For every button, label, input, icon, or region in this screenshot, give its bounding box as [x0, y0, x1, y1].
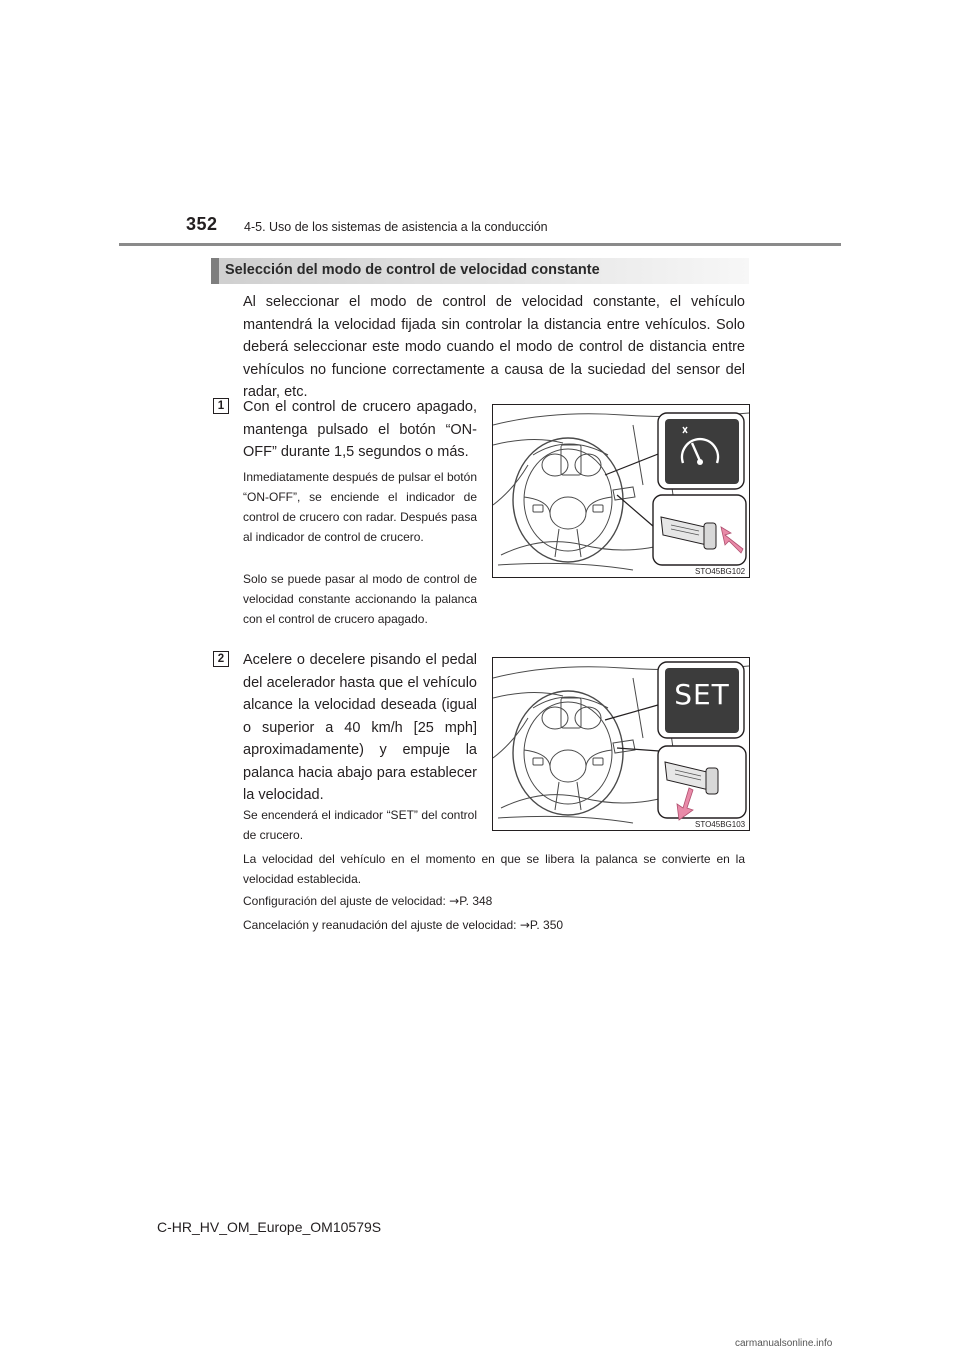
header-rule [119, 243, 841, 246]
step-2-note-1: Se encenderá el indicador “SET” del control de crucero. [243, 808, 477, 842]
figure-code-1: STO45BG102 [695, 567, 746, 576]
arrow-icon: → [449, 894, 460, 908]
step-2-text: Acelere o decelere pisando el pedal del acelerador hasta que el vehículo alcance la velocidad deseada (igual o superior a 40 km/h [25 mph] aproximadamente) y empuje la palanca hacia abajo para establecer la velocidad. [243, 652, 477, 803]
speed-set-note: La velocidad del vehículo en el momento en que se libera la palanca se convierte en la velocidad establecida. [243, 852, 745, 886]
reference-cancel-resume [243, 915, 745, 935]
page-number: 352 [186, 214, 218, 234]
figure-steering-set [492, 657, 750, 831]
step-1-text: Con el control de crucero apagado, mantenga pulsado el botón “ON-OFF” durante 1,5 segundos o más. [243, 399, 477, 460]
reference-page-link[interactable]: P. 348 [459, 894, 493, 908]
watermark: carmanualsonline.info [735, 1338, 833, 1349]
step-1-note-2: Solo se puede pasar al modo de control de velocidad constante accionando la palanca con el control de crucero apagado. [243, 572, 477, 626]
arrow-icon: → [519, 918, 530, 932]
reference-speed-adjust [243, 891, 745, 911]
step-number-2: 2 [213, 651, 229, 667]
figure-code-2: STO45BG103 [695, 820, 746, 829]
section-heading-text: Selección del modo de control de velocidad constante [225, 262, 600, 278]
section-heading [211, 258, 749, 284]
set-indicator-label: SET [674, 678, 730, 711]
reference-label: Configuración del ajuste de velocidad: [243, 894, 450, 908]
step-number-1: 1 [213, 398, 229, 414]
reference-page-link[interactable]: P. 350 [529, 918, 564, 932]
section-heading-bar [211, 258, 219, 284]
figure-steering-on-off [492, 404, 750, 578]
steering-wheel-illustration [493, 405, 749, 577]
step-1-note-1: Inmediatamente después de pulsar el botón “ON-OFF”, se enciende el indicador de control de crucero con radar. Después pasa al indicador de control de crucero. [243, 470, 477, 544]
chapter-title: 4-5. Uso de los sistemas de asistencia a la conducción [244, 220, 548, 234]
intro-paragraph: Al seleccionar el modo de control de velocidad constante, el vehículo mantendrá la velocidad fijada sin controlar la distancia entre vehículos. Solo deberá seleccionar este modo cuando el modo de control de distancia entre vehículos no funcione correctamente a causa de la suciedad del sensor del radar, etc. [243, 294, 745, 400]
manual-code-footer: C-HR_HV_OM_Europe_OM10579S [157, 1219, 382, 1235]
reference-label: Cancelación y reanudación del ajuste de velocidad: [243, 918, 520, 932]
